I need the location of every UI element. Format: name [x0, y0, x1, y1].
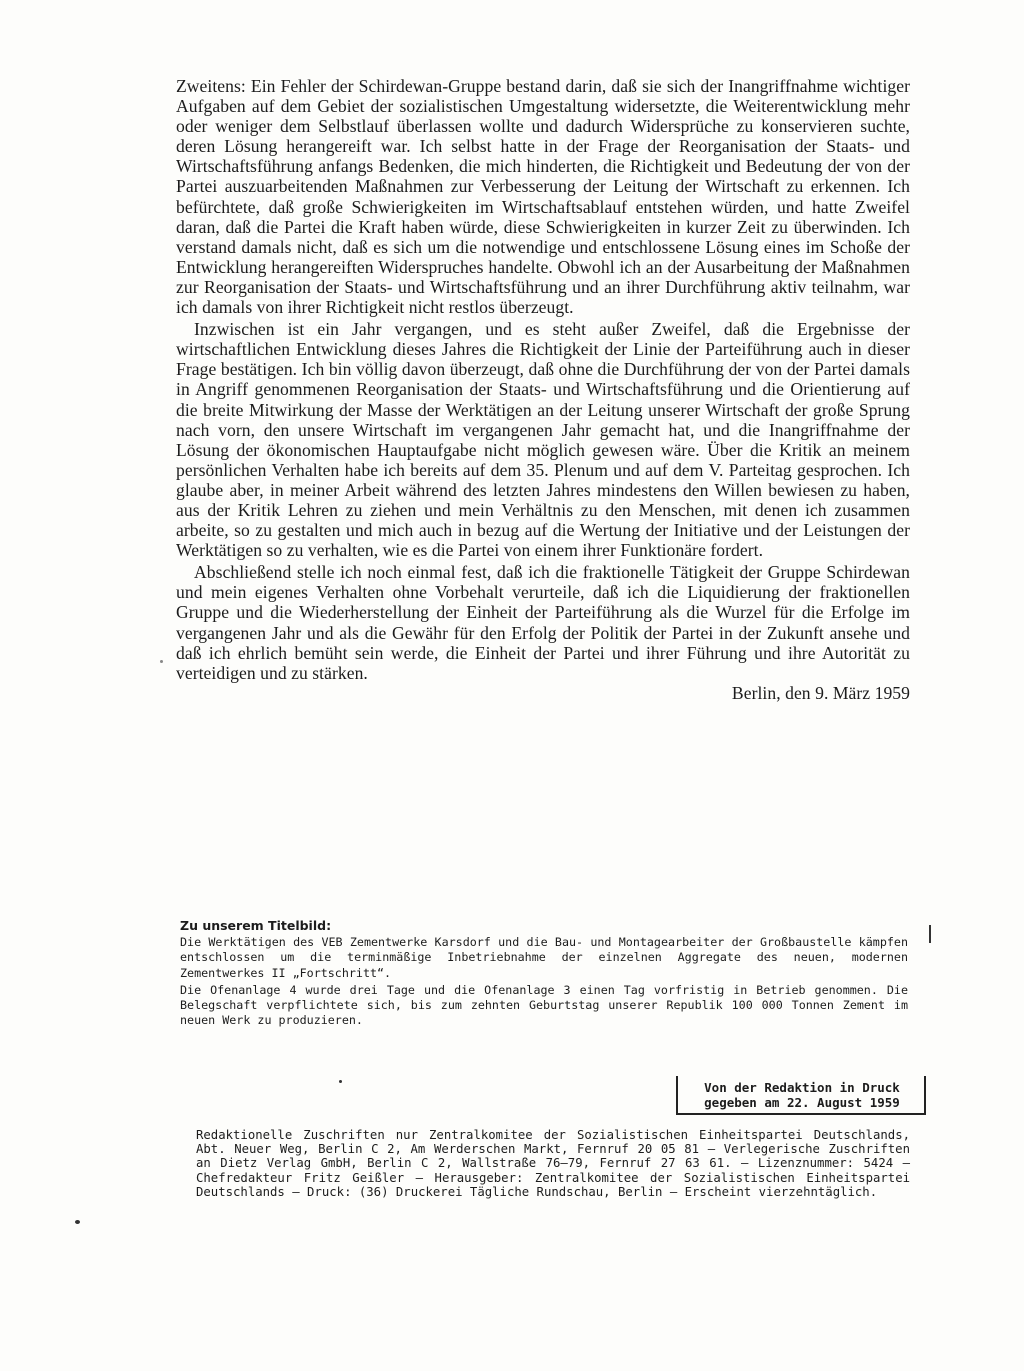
print-box-line-1: Von der Redaktion in Druck	[704, 1080, 900, 1095]
scan-mark-2	[339, 1080, 342, 1083]
dateline: Berlin, den 9. März 1959	[731, 682, 910, 703]
paragraph-1: Zweitens: Ein Fehler der Schirdewan-Gruppe bestand darin, daß sie sich der Inangriffnahme wichtiger Aufgaben auf dem Gebiet der sozialistischen Umgestaltung widersetzte, die Weiterentwicklung mehr oder weniger dem Selbstlauf überlassen wollte und dadurch Widersprüche zu konservieren suchte, deren Lösung herangereift war. Ich selbst hatte in der Frage der Reorganisation der Staats- und Wirtschaftsführung anfangs Bedenken, die mich hinderten, die Richtigkeit und Bedeutung der von der Partei auszuarbeitenden Maßnahmen zur Verbesserung der Leitung der Wirtschaft zu erkennen. Ich befürchtete, daß große Schwierigkeiten im Wirtschaftsablauf entstehen würden, und hatte Zweifel daran, daß die Partei die Kraft haben würde, diese Schwierigkeiten in kurzer Zeit zu überwinden. Ich verstand damals nicht, daß es sich um die notwendige und entschlossene Lösung eines im Schoße der Entwicklung herangereiften Widerspruches handelte. Obwohl ich an der Ausarbeitung der Maßnahmen zur Reorganisation der Staats- und Wirtschaftsführung und an ihrer Durchführung aktiv teilnahm, war ich damals von ihrer Richtigkeit nicht restlos überzeugt.	[176, 76, 910, 318]
paragraph-2: Inzwischen ist ein Jahr vergangen, und es steht außer Zweifel, daß die Ergebnisse der wirtschaftlichen Entwicklung dieses Jahres die Richtigkeit der Linie der Parteiführung auch in dieser Frage bestätigen. Ich bin völlig davon überzeugt, daß ohne die Durchführung der von der Partei damals in Angriff genommenen Reorganisation der Staats- und Wirtschaftsführung und die Orientierung auf die breite Mitwirkung der Masse der Werktätigen an der Leitung unserer Wirtschaft der große Sprung nach vorn, den unsere Wirtschaft im vergangenen Jahr gemacht hat, und die Inangriffnahme der Lösung der ökonomischen Hauptaufgabe nicht möglich gewesen wäre. Über die Kritik an meinem persönlichen Verhalten habe ich bereits auf dem 35. Plenum und auf dem V. Parteitag gesprochen. Ich glaube aber, in meiner Arbeit während des letzten Jahres mindestens den Willen bewiesen zu haben, aus der Kritik Lehren zu ziehen und mein Verhältnis zu den Menschen, mit denen ich zusammen arbeite, so zu gestalten und mich auch in bezug auf die Wertung der Initiative und der Leistungen der Werktätigen so zu verhalten, wie es die Partei von einem ihrer Funktionäre fordert.	[176, 319, 910, 561]
imprint	[196, 1128, 910, 1199]
main-text-column	[176, 76, 910, 703]
scan-mark-1	[929, 925, 931, 943]
print-date-box	[676, 1076, 926, 1115]
caption-paragraph-1: Die Werktätigen des VEB Zementwerke Karsdorf und die Bau- und Montagearbeiter der Großbaustelle kämpfen entschlossen um die terminmäßige Inbetriebnahme der einzelnen Aggregate des neuen, modernen Zementwerkes II „Fortschritt“.	[180, 935, 908, 980]
cover-caption	[180, 918, 908, 1028]
caption-title: Zu unserem Titelbild:	[180, 918, 332, 933]
scan-mark-3	[75, 1220, 80, 1224]
imprint-text: Redaktionelle Zuschriften nur Zentralkomitee der Sozialistischen Einheitspartei Deutschlands, Abt. Neuer Weg, Berlin C 2, Am Werderschen Markt, Fernruf 20 05 81 — Verlegerische Zuschriften an Dietz Verlag GmbH, Berlin C 2, Wallstraße 76–79, Fernruf 27 63 61. — Lizenznummer: 5424 — Chefredakteur Fritz Geißler — Herausgeber: Zentralkomitee der Sozialistischen Einheitspartei Deutschlands — Druck: (36) Druckerei Tägliche Rundschau, Berlin — Erscheint vierzehntäglich.	[196, 1128, 910, 1199]
paragraph-3: Abschließend stelle ich noch einmal fest, daß ich die fraktionelle Tätigkeit der Gruppe Schirdewan und mein eigenes Verhalten ohne Vorbehalt verurteile, daß ich die Liquidierung der fraktionellen Gruppe und die Wiederherstellung der Einheit der Parteiführung als die Wurzel für die Erfolge im vergangenen Jahr und als die Gewähr für den Erfolg der Politik der Partei in der Zukunft ansehe und daß ich ehrlich bemüht sein werde, die Einheit der Partei und ihrer Führung und ihre Autorität zu verteidigen und zu stärken.	[176, 562, 910, 683]
caption-paragraph-2: Die Ofenanlage 4 wurde drei Tage und die Ofenanlage 3 einen Tag vorfristig in Betrieb genommen. Die Belegschaft verpflichtete sich, bis zum zehnten Geburtstag unserer Republik 100 000 Tonnen Zement im neuen Werk zu produzieren.	[180, 982, 908, 1028]
scan-mark-4	[160, 660, 163, 663]
print-box-line-2: gegeben am 22. August 1959	[704, 1095, 900, 1110]
